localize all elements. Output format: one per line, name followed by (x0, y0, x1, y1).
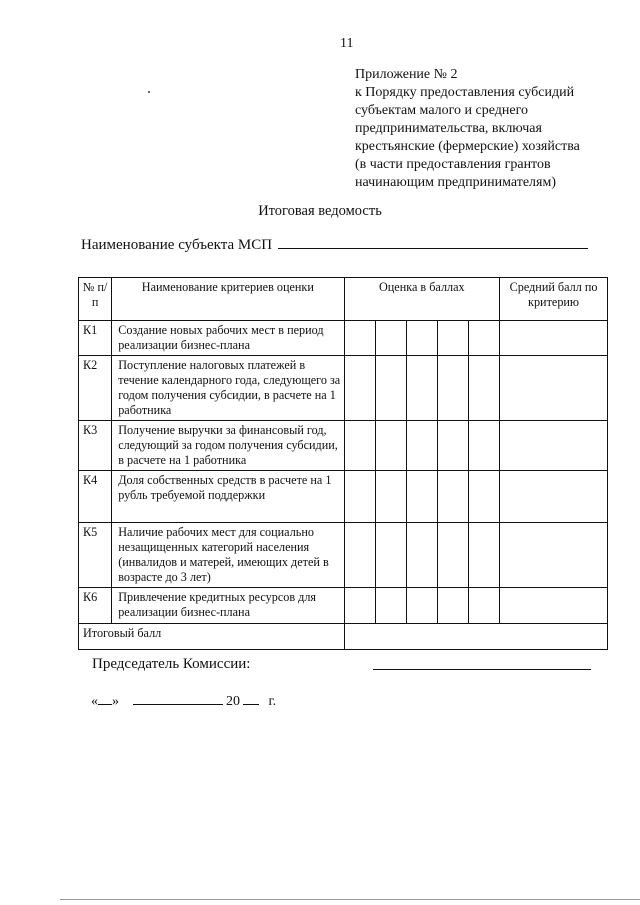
table-row (79, 588, 608, 624)
score-cell[interactable] (406, 471, 437, 523)
score-cell[interactable] (375, 321, 406, 356)
score-cell[interactable] (437, 421, 468, 471)
score-cell[interactable] (468, 356, 499, 421)
score-cell[interactable] (344, 356, 375, 421)
average-cell[interactable] (500, 421, 608, 471)
average-cell[interactable] (500, 356, 608, 421)
score-cell[interactable] (344, 588, 375, 624)
year-prefix: 20 (226, 694, 240, 709)
score-cell[interactable] (468, 588, 499, 624)
score-cell[interactable] (344, 321, 375, 356)
appendix-line: к Порядку предоставления субсидий (355, 85, 575, 100)
average-cell[interactable] (500, 321, 608, 356)
document-title: Итоговая ведомость (258, 203, 382, 219)
date-close-quote: » (112, 694, 119, 709)
average-cell[interactable] (500, 523, 608, 588)
criterion-code: К2 (79, 356, 112, 421)
criterion-code: К4 (79, 471, 112, 523)
criterion-text: Наличие рабочих мест для социально незащищенных категорий населения (инвалидов и матерей, имеющих детей в возрасте до 3 лет) (112, 523, 344, 588)
appendix-line: субъектам малого и среднего (355, 103, 528, 118)
score-cell[interactable] (375, 471, 406, 523)
total-value-cell[interactable] (344, 624, 608, 650)
appendix-line: (в части предоставления грантов (355, 157, 551, 172)
score-cell[interactable] (406, 421, 437, 471)
score-cell[interactable] (468, 321, 499, 356)
date-open-quote: « (91, 694, 98, 709)
score-cell[interactable] (375, 523, 406, 588)
scan-speck (148, 91, 150, 93)
header-num: № п/п (79, 278, 112, 321)
total-row (79, 624, 608, 650)
score-cell[interactable] (468, 421, 499, 471)
header-average: Средний балл по критерию (500, 278, 608, 321)
score-cell[interactable] (406, 356, 437, 421)
criterion-code: К1 (79, 321, 112, 356)
score-cell[interactable] (406, 321, 437, 356)
appendix-line: крестьянские (фермерские) хозяйства (355, 139, 580, 154)
criterion-code: К3 (79, 421, 112, 471)
score-cell[interactable] (437, 321, 468, 356)
criteria-score-table (78, 277, 608, 650)
subject-name-blank[interactable] (278, 236, 588, 249)
page-number: 11 (340, 36, 354, 51)
score-cell[interactable] (437, 588, 468, 624)
score-cell[interactable] (344, 523, 375, 588)
score-cell[interactable] (375, 356, 406, 421)
subject-name-field (81, 236, 588, 254)
score-cell[interactable] (375, 588, 406, 624)
total-label: Итоговый балл (79, 624, 345, 650)
criterion-text: Поступление налоговых платежей в течение календарного года, следующего за годом получения субсидии, в расчете на 1 работника (112, 356, 344, 421)
score-cell[interactable] (344, 421, 375, 471)
appendix-line: начинающим предпринимателям) (355, 175, 556, 190)
day-blank[interactable] (98, 693, 112, 705)
chairman-label: Председатель Комиссии: (92, 656, 251, 672)
score-cell[interactable] (437, 523, 468, 588)
subject-label: Наименование субъекта МСП (81, 237, 273, 253)
date-line (91, 693, 276, 710)
table-header-row (79, 278, 608, 321)
year-blank[interactable] (243, 693, 259, 705)
score-cell[interactable] (468, 471, 499, 523)
appendix-line: предпринимательства, включая (355, 121, 542, 136)
average-cell[interactable] (500, 471, 608, 523)
score-cell[interactable] (406, 588, 437, 624)
table-row (79, 523, 608, 588)
table-row (79, 321, 608, 356)
page-bottom-edge (60, 899, 640, 900)
month-blank[interactable] (133, 693, 223, 705)
score-cell[interactable] (437, 471, 468, 523)
chairman-signature-line[interactable] (373, 669, 591, 670)
criterion-text: Привлечение кредитных ресурсов для реализации бизнес-плана (112, 588, 344, 624)
appendix-line: Приложение № 2 (355, 67, 458, 82)
score-cell[interactable] (344, 471, 375, 523)
table-row (79, 421, 608, 471)
appendix-block (355, 66, 625, 192)
table-row (79, 356, 608, 421)
header-scores: Оценка в баллах (344, 278, 500, 321)
criterion-code: К6 (79, 588, 112, 624)
criterion-text: Доля собственных средств в расчете на 1 рубль требуемой поддержки (112, 471, 344, 523)
score-cell[interactable] (437, 356, 468, 421)
header-criteria: Наименование критериев оценки (112, 278, 344, 321)
year-suffix: г. (268, 694, 277, 709)
criterion-code: К5 (79, 523, 112, 588)
score-cell[interactable] (406, 523, 437, 588)
table-row (79, 471, 608, 523)
criterion-text: Получение выручки за финансовый год, следующий за годом получения субсидии, в расчете на 1 работника (112, 421, 344, 471)
score-cell[interactable] (375, 421, 406, 471)
score-cell[interactable] (468, 523, 499, 588)
average-cell[interactable] (500, 588, 608, 624)
criterion-text: Создание новых рабочих мест в период реализации бизнес-плана (112, 321, 344, 356)
